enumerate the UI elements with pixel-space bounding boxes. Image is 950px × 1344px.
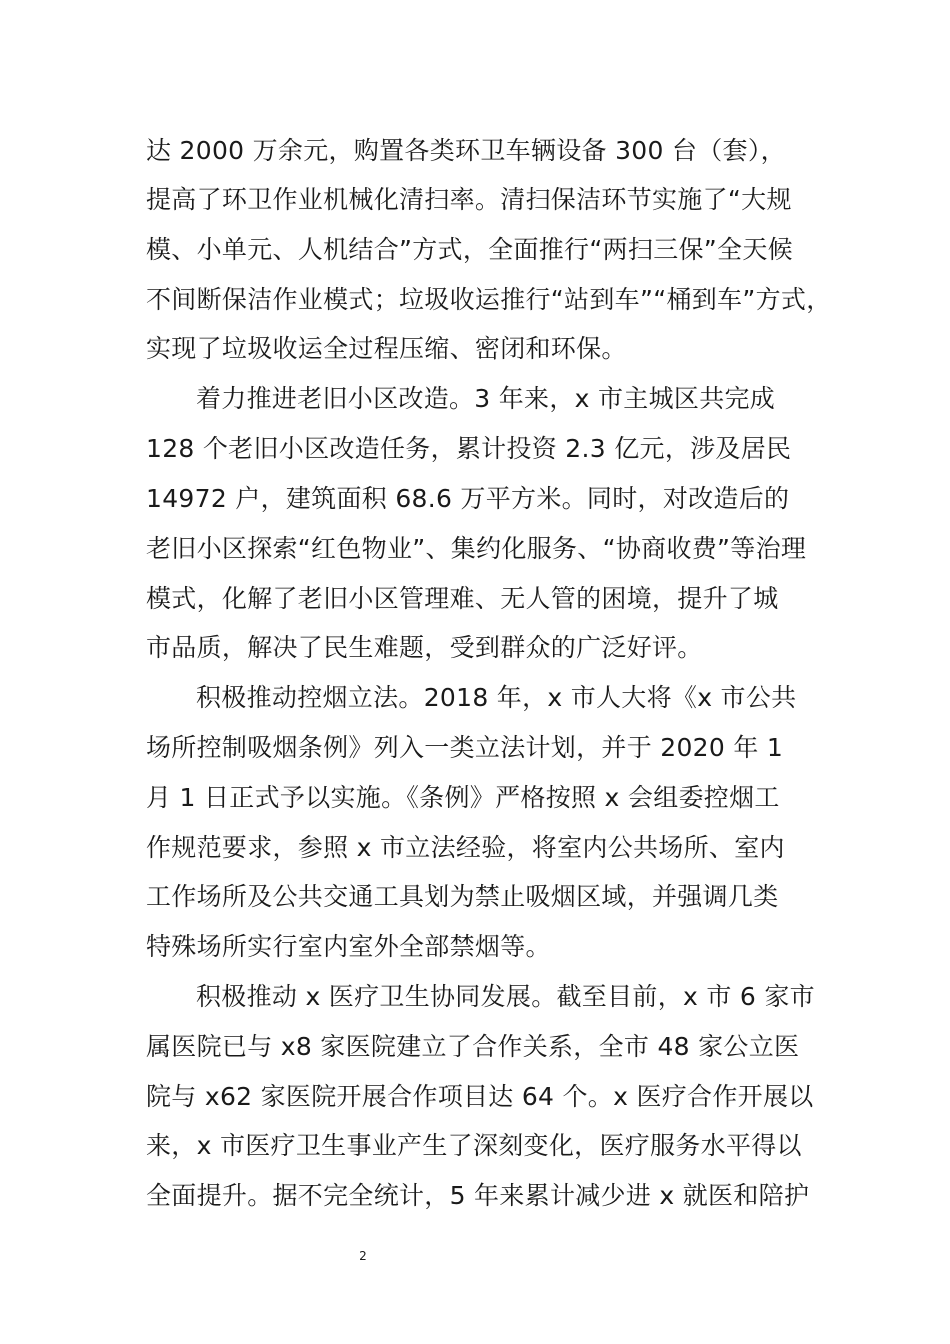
- text-line: 工作场所及公共交通工具划为禁止吸烟区域，并强调几类: [146, 882, 779, 911]
- text-line: 模、小单元、人机结合”方式，全面推行“两扫三保”全天候: [146, 235, 793, 264]
- text-line: 场所控制吸烟条例》列入一类立法计划，并于 2020 年 1: [146, 733, 784, 762]
- text-line: 模式，化解了老旧小区管理难、无人管的困境，提升了城: [146, 584, 779, 613]
- text-line: 14972 户，建筑面积 68.6 万平方米。同时，对改造后的: [146, 484, 790, 513]
- paragraph-first-line: 积极推动控烟立法。2018 年，x 市人大将《x 市公共: [196, 683, 797, 712]
- text-line: 月 1 日正式予以实施。《条例》严格按照 x 会组委控烟工: [146, 783, 780, 812]
- page-number: 2: [359, 1249, 367, 1263]
- text-line: 作规范要求，参照 x 市立法经验，将室内公共场所、室内: [146, 833, 785, 862]
- text-line: 不间断保洁作业模式；垃圾收运推行“站到车”“桶到车”方式，: [146, 285, 832, 314]
- text-line: 属医院已与 x8 家医院建立了合作关系，全市 48 家公立医: [146, 1032, 800, 1061]
- text-line: 实现了垃圾收运全过程压缩、密闭和环保。: [146, 334, 627, 363]
- paragraph-first-line: 积极推动 x 医疗卫生协同发展。截至目前，x 市 6 家市: [196, 982, 815, 1011]
- paragraph-first-line: 着力推进老旧小区改造。3 年来，x 市主城区共完成: [196, 384, 776, 413]
- text-line: 128 个老旧小区改造任务，累计投资 2.3 亿元，涉及居民: [146, 434, 792, 463]
- text-line: 市品质，解决了民生难题，受到群众的广泛好评。: [146, 633, 703, 662]
- text-line: 达 2000 万余元，购置各类环卫车辆设备 300 台（套），: [146, 136, 786, 165]
- text-line: 提高了环卫作业机械化清扫率。清扫保洁环节实施了“大规: [146, 185, 792, 214]
- text-line: 院与 x62 家医院开展合作项目达 64 个。x 医疗合作开展以: [146, 1082, 814, 1111]
- text-line: 老旧小区探索“红色物业”、集约化服务、“协商收费”等治理: [146, 534, 807, 563]
- text-line: 来，x 市医疗卫生事业产生了深刻变化，医疗服务水平得以: [146, 1131, 802, 1160]
- text-line: 特殊场所实行室内室外全部禁烟等。: [146, 932, 551, 961]
- text-line: 全面提升。据不完全统计，5 年来累计减少进 x 就医和陪护: [146, 1181, 810, 1210]
